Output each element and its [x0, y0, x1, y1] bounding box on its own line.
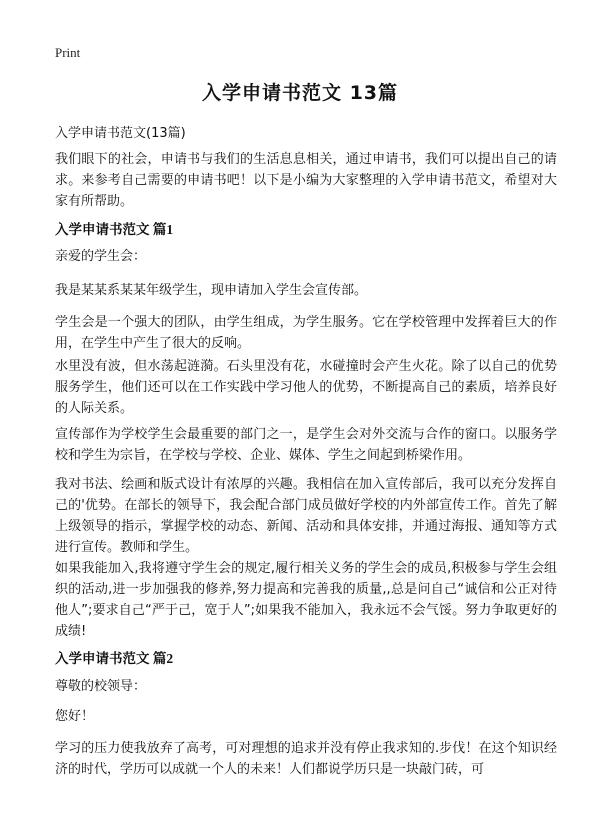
- section-heading-2: 入学申请书范文 篇2: [55, 651, 174, 666]
- hello-line: 您好！: [55, 709, 95, 724]
- paragraph-1-6: 如果我能加入,我将遵守学生会的规定,履行相关义务的学生会的成员,积极参与学生会组织的活动,进一步加强我的修养,努力提高和完善我的质量,,总是问自己“诚信和公正对待他人”;要求自己“严于己，宽于人”;如果我不能加入，我永远不会气馁。努力争取更好的成绩!: [55, 561, 557, 639]
- document-subtitle: 入学申请书范文(13篇): [55, 126, 186, 141]
- intro-paragraph: 我们眼下的社会，申请书与我们的生活息息相关，通过申请书，我们可以提出自己的请求。来参考自己需要的申请书吧！以下是小编为大家整理的入学申请书范文，希望对大家有所帮助。: [55, 152, 557, 209]
- paragraph-2-1: 学习的压力使我放弃了高考，可对理想的追求并没有停止我求知的.步伐！在这个知识经济的时代，学历可以成就一个人的未来！人们都说学历只是一块敲门砖，可: [55, 741, 557, 777]
- paragraph-1-3: 水里没有波，但水荡起涟漪。石头里没有花，水碰撞时会产生火花。除了以自己的优势服务学生，他们还可以在工作实践中学习他人的优势，不断提高自己的素质，培养良好的人际关系。: [55, 359, 557, 416]
- greeting-1: 亲爱的学生会：: [55, 249, 147, 264]
- paragraph-1-1: 我是某某系某某年级学生，现申请加入学生会宣传部。: [55, 283, 368, 298]
- paragraph-1-4: 宣传部作为学校学生会最重要的部门之一，是学生会对外交流与合作的窗口。以服务学校和学生为宗旨，在学校与学校、企业、媒体、学生之间起到桥梁作用。: [55, 427, 557, 463]
- paragraph-1-5: 我对书法、绘画和版式设计有浓厚的兴趣。我相信在加入宣传部后，我可以充分发挥自己的'优势。在部长的领导下，我会配合部门成员做好学校的内外部宣传工作。首先了解上级领导的指示，掌握学校的动态、新闻、活动和具体安排，并通过海报、通知等方式进行宣传。教师和学生。: [55, 477, 557, 555]
- print-label: Print: [55, 45, 81, 60]
- section-heading-1: 入学申请书范文 篇1: [55, 222, 174, 237]
- paragraph-1-2: 学生会是一个强大的团队，由学生组成，为学生服务。它在学校管理中发挥着巨大的作用，在学生中产生了很大的反响。: [55, 315, 557, 351]
- page-title: 入学申请书范文 13篇: [201, 82, 399, 104]
- greeting-2: 尊敬的校领导：: [55, 679, 147, 694]
